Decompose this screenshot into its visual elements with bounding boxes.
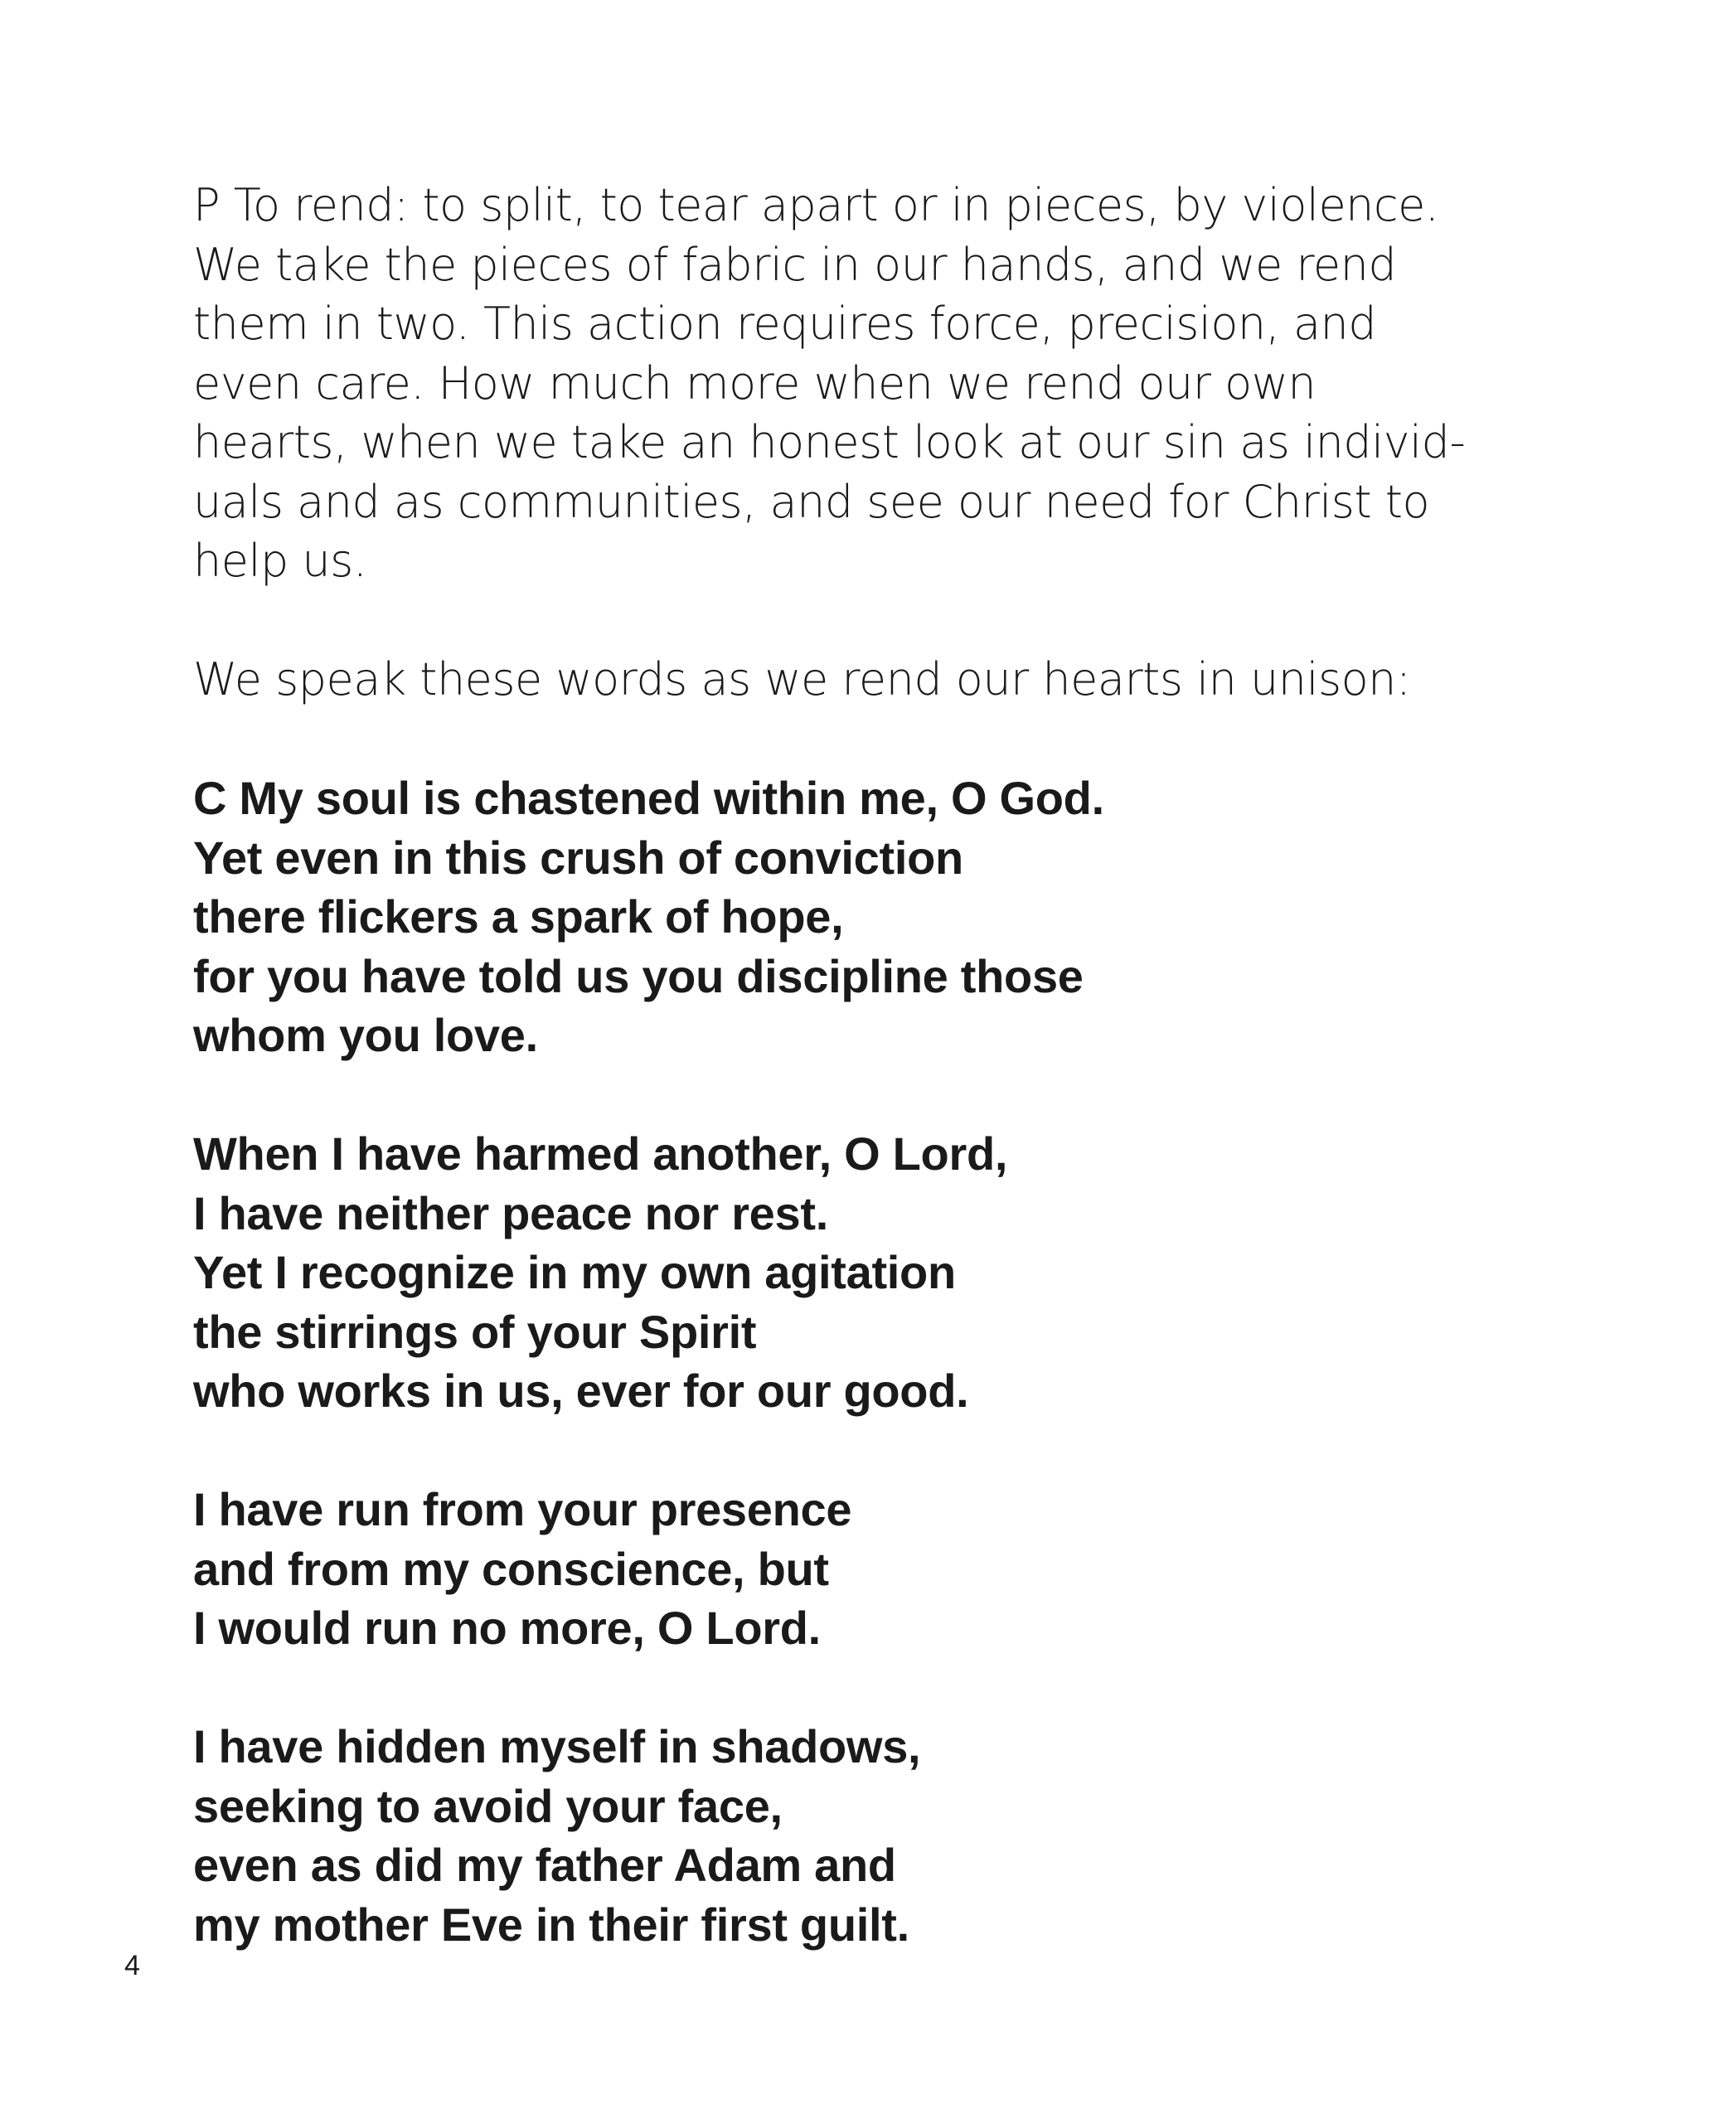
stanza-line: When I have harmed another, O Lord, — [193, 1127, 1008, 1180]
spacer — [193, 710, 1603, 769]
stanza-line: C My soul is chastened within me, O God. — [193, 772, 1104, 824]
stanza-line: there flickers a spark of hope, — [193, 890, 844, 943]
stanza-line: my mother Eve in their first guilt. — [193, 1898, 909, 1951]
stanza-line: for you have told us you discipline those — [193, 949, 1084, 1002]
intro-line: help us. — [193, 535, 367, 587]
stanza-line: and from my conscience, but — [193, 1542, 829, 1595]
stanza-line: I have hidden myself in shadows, — [193, 1720, 921, 1772]
page-number: 4 — [124, 1950, 140, 1981]
stanza-line: whom you love. — [193, 1009, 538, 1061]
stanza-2 — [193, 1124, 1603, 1421]
intro-line: uals and as communities, and see our need for Christ to — [193, 475, 1429, 528]
intro-line: P To rend: to split, to tear apart or in pieces, by violence. — [193, 179, 1439, 231]
stanza-line: the stirrings of your Spirit — [193, 1305, 757, 1358]
spacer — [193, 591, 1603, 651]
stanza-1 — [193, 769, 1603, 1065]
page-content — [193, 176, 1603, 1954]
intro-line: them in two. This action requires force, precision, and — [193, 298, 1377, 350]
intro-line: even care. How much more when we rend our own — [193, 356, 1317, 410]
spacer — [193, 1065, 1603, 1125]
stanza-line: even as did my father Adam and — [193, 1839, 896, 1891]
stanza-line: I have run from your presence — [193, 1483, 852, 1535]
spacer — [193, 1658, 1603, 1718]
stanza-line: who works in us, ever for our good. — [193, 1365, 969, 1417]
intro-paragraph — [193, 176, 1603, 591]
stanza-4 — [193, 1717, 1603, 1954]
stanza-line: I would run no more, O Lord. — [193, 1602, 821, 1654]
stanza-line: Yet I recognize in my own agitation — [193, 1246, 956, 1298]
instruction-paragraph — [193, 650, 1603, 710]
stanza-line: seeking to avoid your face, — [193, 1779, 783, 1832]
intro-line: hearts, when we take an honest look at our sin as individ- — [193, 416, 1466, 468]
intro-line: We take the pieces of fabric in our hands, and we rend — [193, 238, 1397, 291]
stanza-line: I have neither peace nor rest. — [193, 1186, 828, 1239]
instruction-line: We speak these words as we rend our hearts in unison: — [193, 653, 1411, 705]
stanza-line: Yet even in this crush of conviction — [193, 831, 963, 884]
stanza-3 — [193, 1480, 1603, 1658]
spacer — [193, 1421, 1603, 1481]
